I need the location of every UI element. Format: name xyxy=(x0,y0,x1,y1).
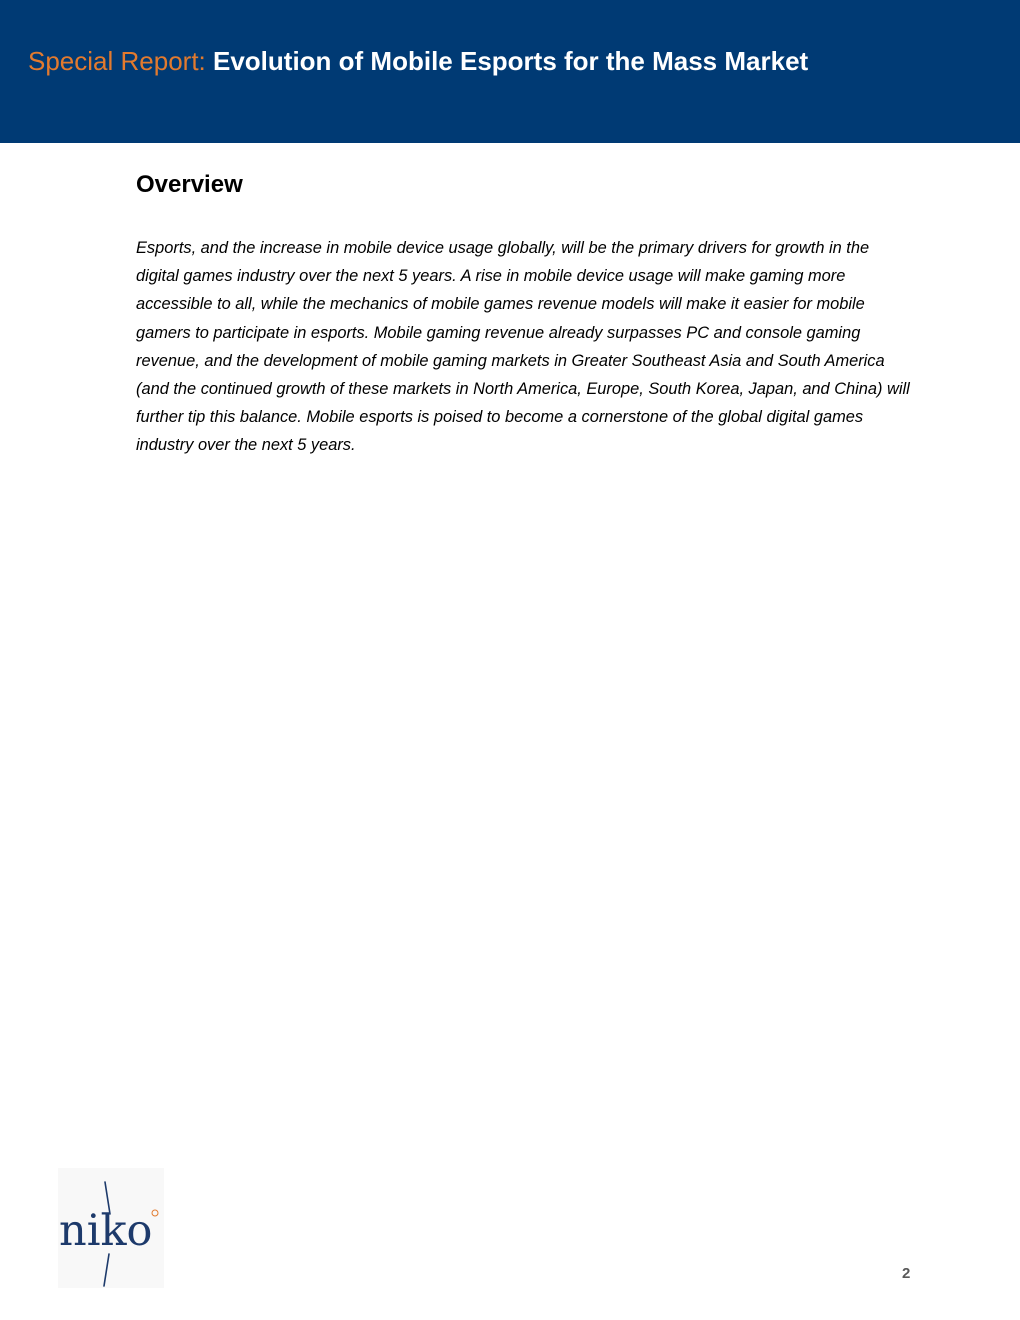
section-heading-overview: Overview xyxy=(136,171,243,198)
page-number: 2 xyxy=(902,1265,911,1282)
header-band xyxy=(0,0,1020,143)
overview-paragraph: Esports, and the increase in mobile device usage globally, will be the primary drivers for growth in the digital games industry over the next 5 years. A rise in mobile device usage will make gaming more accessible to all, while the mechanics of mobile games revenue models will make it easier for mobile gamers to participate in esports. Mobile gaming revenue already surpasses PC and console gaming revenue, and the development of mobile gaming markets in Greater Southeast Asia and South America (and the continued growth of these markets in North America, Europe, South Korea, Japan, and China) will further tip this balance. Mobile esports is poised to become a cornerstone of the global digital games industry over the next 5 years. xyxy=(136,239,910,455)
report-title-prefix: Special Report: xyxy=(28,46,206,76)
niko-logo-text: niko xyxy=(59,1206,153,1256)
niko-logo-icon xyxy=(58,1168,164,1288)
niko-logo xyxy=(58,1168,164,1288)
report-title-main: Evolution of Mobile Esports for the Mass Market xyxy=(213,46,809,76)
report-title xyxy=(28,44,808,78)
